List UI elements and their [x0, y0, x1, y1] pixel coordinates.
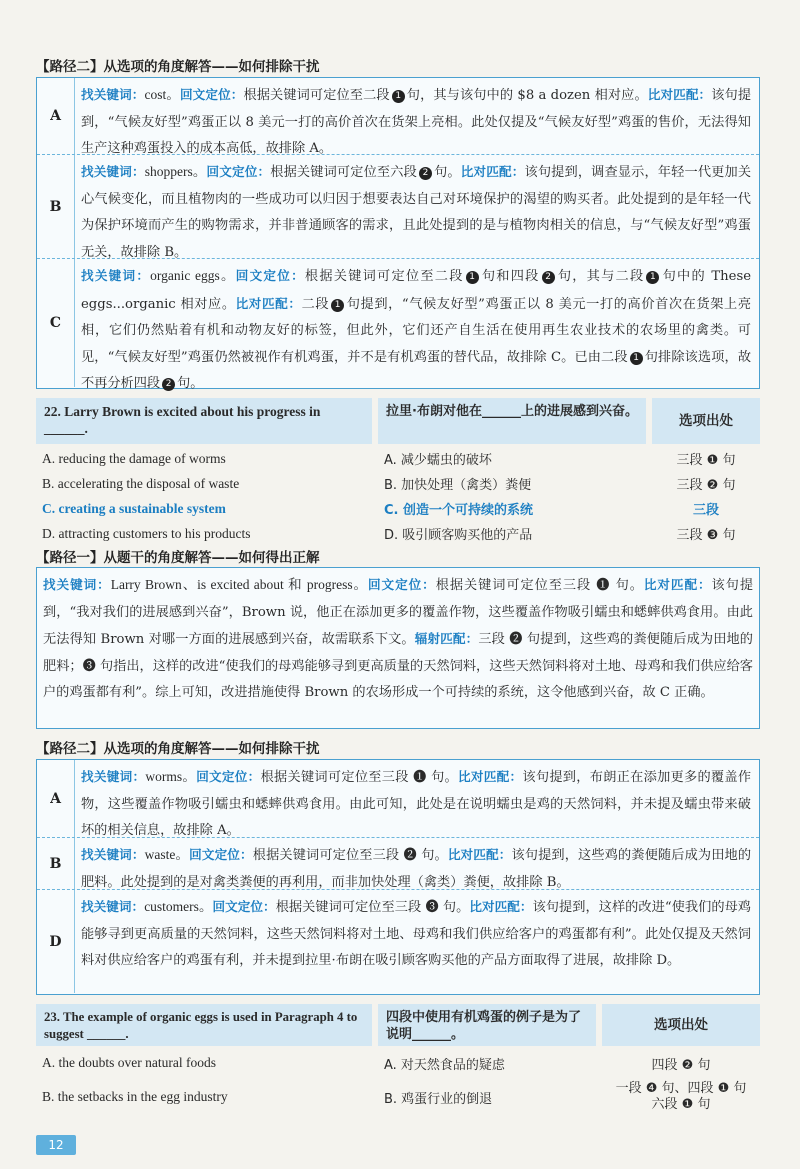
source-header: 选项出处: [652, 398, 760, 444]
locate-text: 根据关键词可定位至三段 ❶ 句。: [435, 578, 644, 593]
option-zh: B. 鸡蛋行业的倒退: [384, 1091, 493, 1107]
question-text-zh: 四段中使用有机鸡蛋的例子是为了说明______。: [378, 1004, 596, 1046]
option-en: B. accelerating the disposal of waste: [42, 475, 240, 491]
option-en: B. the setbacks in the egg industry: [42, 1089, 228, 1104]
match-text: 该句提到，调查显示，年轻一代更加关心气候变化，而且植物肉的一些成功可以归因于想要表达自己对环境保护的渴望的购买者。此处提到的是年轻一代为保护环境而产生的购物需求，并非普通顾客的需求，且此处提到的是与植物肉相关的信息，与“气候友好型”鸡蛋无关，故排除 B。: [81, 165, 752, 260]
sentence-number-icon: 2: [162, 378, 175, 391]
locate-label: 回文定位：: [189, 847, 253, 862]
question-22: [36, 398, 760, 546]
keyword: cost。: [144, 87, 180, 102]
page-number: 12: [36, 1135, 76, 1155]
match-label: 比对匹配：: [643, 577, 712, 592]
match-label: 比对匹配：: [235, 295, 302, 311]
radiate-label: 辐射匹配：: [414, 631, 479, 647]
locate-text: 根据关键词可定位至三段 ❶ 句。: [260, 770, 459, 785]
option-en: D. attracting customers to his products: [42, 525, 251, 541]
option-zh: A. 对天然食品的疑虑: [384, 1057, 505, 1073]
option-analysis: [75, 259, 759, 391]
option-row: [36, 446, 760, 471]
option-analysis-table: [36, 77, 760, 389]
match-text: 该句提到，这样的改进“使我们的母鸡能够寻到更高质量的天然饲料，这些天然饲料将对土地、母鸡和我们供应给客户的鸡蛋都有利”。此处仅提及天然饲料对供应给客户的鸡蛋有利，并未提到拉里·布朗在吸引顾客购买他的产品方面取得了进展，故排除 D。: [81, 900, 751, 968]
keyword-label: 找关键词：: [81, 847, 145, 862]
sentence-number-icon: 2: [542, 271, 555, 284]
sentence-number-icon: 1: [466, 271, 479, 284]
locate-text: 句中的 These eggs...organic 相对应。: [81, 269, 752, 312]
option-letter: D: [37, 890, 75, 993]
option-row-a: [37, 78, 759, 155]
option-row: [36, 1077, 760, 1117]
option-analysis: [75, 760, 759, 837]
option-analysis: [75, 155, 759, 258]
locate-label: 回文定位：: [367, 577, 436, 592]
question-text-zh: 拉里·布朗对他在______上的进展感到兴奋。: [378, 398, 646, 444]
locate-text: 根据关键词可定位至三段 ❷ 句。: [252, 848, 448, 863]
option-letter: C: [37, 259, 75, 387]
option-letter: A: [37, 78, 75, 154]
keyword-label: 找关键词：: [81, 268, 151, 283]
match-text: 该句提到，“我对我们的进展感到兴奋”，Brown 说，他正在添加更多的覆盖作物，这些覆盖作物吸引蠕虫和蟋蟀供鸡食用。由此无法得知 Brown 对哪一方面的进展感到兴奋，故需联系下文。: [43, 578, 754, 648]
option-row-d: [37, 890, 759, 993]
match-label: 比对匹配：: [460, 164, 525, 179]
option-source: 三段 ❶ 句: [676, 453, 736, 468]
option-zh: A. 减少蠕虫的破坏: [384, 453, 492, 468]
keyword-label: 找关键词：: [81, 769, 146, 784]
option-zh: C. 创造一个可持续的系统: [384, 503, 534, 518]
section-heading: 【路径二】从选项的角度解答——如何排除干扰: [36, 59, 320, 75]
option-source: 三段 ❷ 句: [676, 478, 736, 493]
option-row-b: [37, 838, 759, 890]
keyword: organic eggs。: [150, 268, 236, 283]
radiate-text: 三段 ❷ 句提到，这些鸡的粪便随后成为田地的肥料；❸ 句指出，这样的改进“使我们的母鸡能够寻到更高质量的天然饲料，这些天然饲料将对土地、母鸡和我们供应给客户的鸡蛋都有利”。综上可知，改进措施使得 Brown 的农场形成一个可持续的系统，这令他感到兴奋，故 C 正确。: [43, 632, 753, 701]
keyword: worms。: [145, 769, 197, 784]
stem-analysis: [36, 567, 760, 729]
match-text: 该句提到，这些鸡的粪便随后成为田地的肥料。此处提到的是对禽类粪便的再利用，而非加快处理（禽类）粪便，故排除 B。: [81, 848, 752, 890]
locate-text: 句。: [433, 165, 461, 180]
match-text: 句提到，“气候友好型”鸡蛋正以 8 美元一打的高价首次在货架上亮相，它们仍然贴着有机和动物友好的标签，但此外，它们还产自生活在使用再生农业技术的农场里的禽类。可见，“气候友好型”鸡蛋仍然被视作有机鸡蛋，并不是有机鸡蛋的替代品，故排除 C。已由二段: [81, 296, 752, 365]
option-source: 四段 ❷ 句: [651, 1057, 711, 1073]
match-text: 二段: [301, 296, 330, 312]
match-label: 比对匹配：: [469, 899, 533, 914]
section-heading: 【路径一】从题干的角度解答——如何得出正解: [36, 550, 320, 566]
option-analysis: [75, 890, 759, 993]
question-header: [36, 398, 760, 444]
locate-text: 句，其与二段: [556, 269, 645, 284]
match-label: 比对匹配：: [647, 87, 712, 102]
option-analysis: [75, 838, 759, 889]
locate-text: 根据关键词可定位至二段: [304, 269, 464, 284]
keyword: Larry Brown、is excited about 和 progress。: [110, 577, 368, 592]
locate-label: 回文定位：: [235, 268, 305, 283]
match-text: 该句提到，“气候友好型”鸡蛋正以 8 美元一打的高价首次在货架上亮相。此处仅提及“气候友好型”鸡蛋的售价，无法得知生产这种鸡蛋投入的成本高低，故排除 A。: [81, 88, 752, 156]
locate-label: 回文定位：: [206, 164, 271, 179]
keyword: shoppers。: [144, 164, 207, 179]
section-heading: 【路径二】从选项的角度解答——如何排除干扰: [36, 741, 320, 757]
question-header: [36, 1004, 760, 1046]
sentence-number-icon: 2: [419, 167, 432, 180]
sentence-number-icon: 1: [392, 90, 405, 103]
question-23: [36, 1004, 760, 1117]
option-zh: D. 吸引顾客购买他的产品: [384, 528, 533, 543]
option-row: [36, 521, 760, 546]
option-en: A. reducing the damage of worms: [42, 450, 226, 466]
question-text-en: 23. The example of organic eggs is used in Paragraph 4 to suggest ______.: [36, 1004, 372, 1046]
match-text: 该句提到，布朗正在添加更多的覆盖作物，这些覆盖作物吸引蠕虫和蟋蟀供鸡食用。由此可知，此处是在说明蠕虫是鸡的天然饲料，并未提及蠕虫带来破坏的相关信息，故排除 A。: [81, 770, 752, 838]
option-letter: A: [37, 760, 75, 837]
option-row-a: [37, 760, 759, 838]
option-row: [36, 471, 760, 496]
option-letter: B: [37, 838, 75, 889]
locate-label: 回文定位：: [179, 87, 244, 102]
locate-text: 句和四段: [480, 269, 540, 284]
option-analysis: [75, 78, 759, 154]
keyword-label: 找关键词：: [43, 577, 111, 592]
keyword: waste。: [144, 847, 190, 862]
sentence-number-icon: 1: [331, 299, 344, 312]
keyword-label: 找关键词：: [81, 164, 145, 179]
option-letter: B: [37, 155, 75, 258]
option-zh: B. 加快处理（禽类）粪便: [384, 478, 532, 493]
option-en: A. the doubts over natural foods: [42, 1055, 216, 1070]
sentence-number-icon: 1: [630, 352, 643, 365]
option-source: 一段 ❹ 句、四段 ❶ 句 六段 ❶ 句: [615, 1081, 747, 1112]
keyword-label: 找关键词：: [81, 87, 145, 102]
option-source: 三段 ❸ 句: [676, 528, 736, 543]
locate-text: 根据关键词可定位至三段 ❸ 句。: [275, 900, 470, 915]
locate-text: 根据关键词可定位至六段: [270, 165, 417, 180]
locate-label: 回文定位：: [196, 769, 261, 784]
keyword-label: 找关键词：: [81, 899, 145, 914]
option-row: [36, 1049, 760, 1077]
option-row-c: [37, 259, 759, 391]
option-analysis-table: [36, 759, 760, 995]
option-row-answer: [36, 496, 760, 521]
option-source: 三段: [692, 503, 719, 518]
sentence-number-icon: 1: [646, 271, 659, 284]
question-text-en: 22. Larry Brown is excited about his progress in ______.: [36, 398, 372, 444]
option-en: C. creating a sustainable system: [42, 500, 226, 516]
source-header: 选项出处: [602, 1004, 760, 1046]
locate-text: 根据关键词可定位至二段: [243, 88, 390, 103]
keyword: customers。: [144, 899, 213, 914]
match-text: 句排除该选项，故不再分析四段: [81, 349, 752, 391]
locate-label: 回文定位：: [212, 899, 276, 914]
match-text: 句。: [177, 376, 204, 391]
match-label: 比对匹配：: [458, 769, 523, 784]
locate-text: 句，其与该句中的 $8 a dozen 相对应。: [406, 88, 648, 103]
match-label: 比对匹配：: [447, 847, 512, 862]
option-row-b: [37, 155, 759, 259]
